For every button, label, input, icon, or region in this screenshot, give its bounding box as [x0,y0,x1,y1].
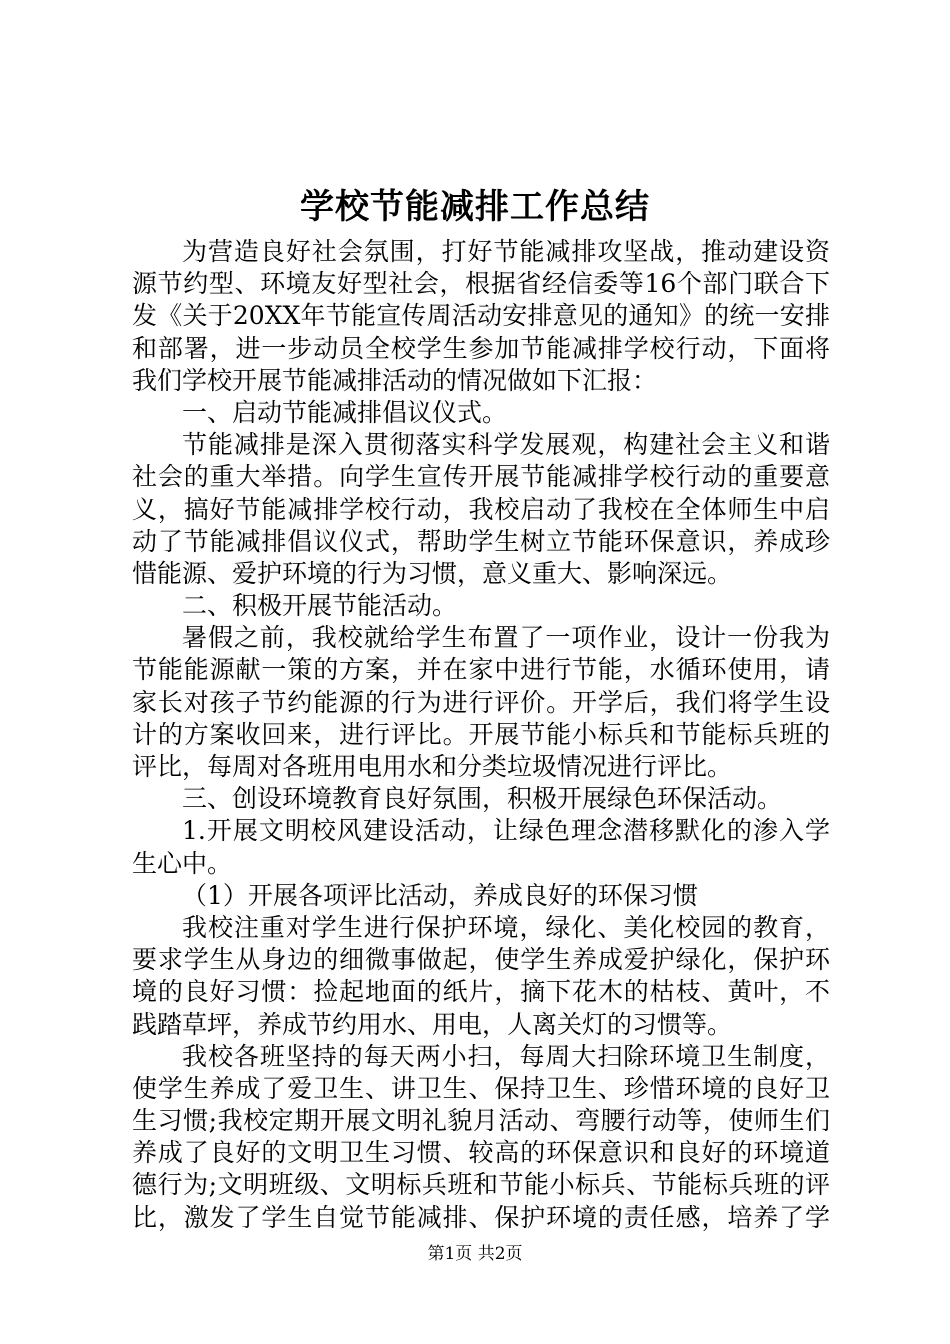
body-line: 德行为;文明班级、文明标兵班和节能小标兵、节能标兵班的评 [132,1170,830,1200]
body-line: 使学生养成了爱卫生、讲卫生、保持卫生、珍惜环境的良好卫 [132,1073,830,1103]
body-line: 境的良好习惯：捡起地面的纸片，摘下花木的枯枝、黄叶，不 [132,977,830,1007]
body-line: 社会的重大举措。向学生宣传开展节能减排学校行动的重要意 [132,462,830,492]
body-line: 比，激发了学生自觉节能减排、保护环境的责任感，培养了学 [132,1202,830,1232]
body-line: 义，搞好节能减排学校行动，我校启动了我校在全体师生中启 [132,494,830,524]
body-line: 1.开展文明校风建设活动，让绿色理念潜移默化的渗入学 [182,816,830,846]
body-line: 节能减排是深入贯彻落实科学发展观，构建社会主义和谐 [182,430,830,460]
body-line: 惜能源、爱护环境的行为习惯，意义重大、影响深远。 [132,558,733,588]
body-line: 生心中。 [132,848,233,878]
page-footer: 第1页 共2页 [427,1244,523,1264]
body-line: 要求学生从身边的细微事做起，使学生养成爱护绿化，保护环 [132,945,830,975]
body-line: 生习惯;我校定期开展文明礼貌月活动、弯腰行动等，使师生们 [132,1106,830,1136]
body-line: 我们学校开展节能减排活动的情况做如下汇报： [132,365,658,395]
body-line: 动了节能减排倡议仪式，帮助学生树立节能环保意识，养成珍 [132,526,830,556]
body-line: （1）开展各项评比活动，养成良好的环保习惯 [182,880,698,910]
body-line: 三、创设环境教育良好氛围，积极开展绿色环保活动。 [182,784,783,814]
body-line: 发《关于20XX年节能宣传周活动安排意见的通知》的统一安排 [132,301,830,331]
body-line: 和部署，进一步动员全校学生参加节能减排学校行动，下面将 [132,333,830,363]
body-line: 二、积极开展节能活动。 [182,591,458,621]
body-line: 践踏草坪，养成节约用水、用电，人离关灯的习惯等。 [132,1009,733,1039]
body-line: 我校各班坚持的每天两小扫，每周大扫除环境卫生制度， [182,1041,830,1071]
body-line: 我校注重对学生进行保护环境，绿化、美化校园的教育， [182,912,830,942]
body-line: 计的方案收回来，进行评比。开展节能小标兵和节能标兵班的 [132,719,830,749]
body-line: 为营造良好社会氛围，打好节能减排攻坚战，推动建设资 [182,237,830,266]
body-line: 家长对孩子节约能源的行为进行评价。开学后，我们将学生设 [132,687,830,717]
body-line: 暑假之前，我校就给学生布置了一项作业，设计一份我为 [182,623,830,653]
body-line: 评比，每周对各班用电用水和分类垃圾情况进行评比。 [132,752,733,781]
body-line: 节能能源献一策的方案，并在家中进行节能，水循环使用，请 [132,655,830,685]
document-body [132,236,830,1234]
document-title: 学校节能减排工作总结 [300,187,650,227]
body-line: 一、启动节能减排倡议仪式。 [182,397,508,427]
body-line: 源节约型、环境友好型社会，根据省经信委等16个部门联合下 [132,269,830,299]
body-line: 养成了良好的文明卫生习惯、较高的环保意识和良好的环境道 [132,1138,830,1168]
